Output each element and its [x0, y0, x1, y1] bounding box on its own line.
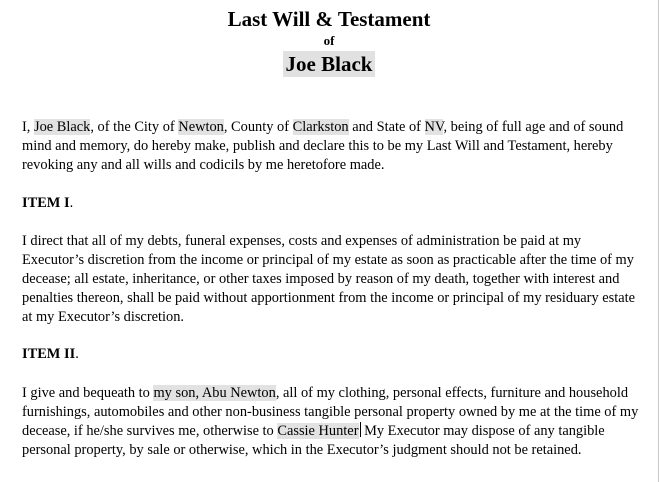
beneficiary-field[interactable]: my son, Abu Newton: [153, 385, 276, 401]
item-2-paragraph: [22, 384, 646, 460]
testator-name-heading: [0, 52, 658, 77]
intro-text-3: , County of: [223, 119, 293, 135]
item-2-text-2: , all of my clothing, personal effects, furniture and household furnishings, automobiles and other non-business tangible personal property owned by me at the time of my decease, if he/she survives me, otherwise to: [22, 385, 639, 439]
item-1-suffix: .: [69, 195, 74, 211]
item-2-text-1: I give and bequeath to: [22, 385, 154, 401]
document-title: Last Will & Testament: [227, 7, 431, 31]
testator-field[interactable]: Joe Black: [34, 119, 91, 135]
testator-name-field[interactable]: Joe Black: [283, 51, 376, 77]
item-2-heading: [22, 345, 646, 364]
intro-text-2: , of the City of: [90, 119, 179, 135]
item-2-suffix: .: [75, 346, 79, 362]
item-2-text-3: My Executor may dispose of any tangible personal property, by sale or otherwise, which in the Executor’s judgment should not be retained.: [22, 423, 605, 458]
intro-paragraph: [22, 118, 646, 175]
item-1-paragraph: I direct that all of my debts, funeral expenses, costs and expenses of administration be paid at my Executor’s discretion from the income or principal of my estate as soon as practicable after the time of my decease; all estate, inheritance, or other taxes imposed by reason of my death, together with interest and penalties thereon, shall be paid without apportionment from the income or principal of my residuary estate at my Executor’s discretion.: [22, 233, 636, 325]
item-2-label: ITEM II: [22, 346, 76, 362]
intro-text-4: and State of: [348, 119, 425, 135]
state-field[interactable]: NV: [424, 119, 444, 135]
intro-text-1: I,: [22, 119, 34, 135]
alternate-beneficiary-field[interactable]: Cassie Hunter: [277, 423, 359, 439]
city-field[interactable]: Newton: [178, 119, 224, 135]
title-of: of: [323, 33, 335, 48]
intro-text-5: , being of full age and of sound mind and memory, do hereby make, publish and declare this to be my Last Will and Testament, hereby revoking any and all wills and codicils by me heretofore made.: [22, 119, 624, 173]
item-1-heading: [22, 194, 646, 213]
item-1-label: ITEM I: [22, 195, 70, 211]
county-field[interactable]: Clarkston: [292, 119, 349, 135]
